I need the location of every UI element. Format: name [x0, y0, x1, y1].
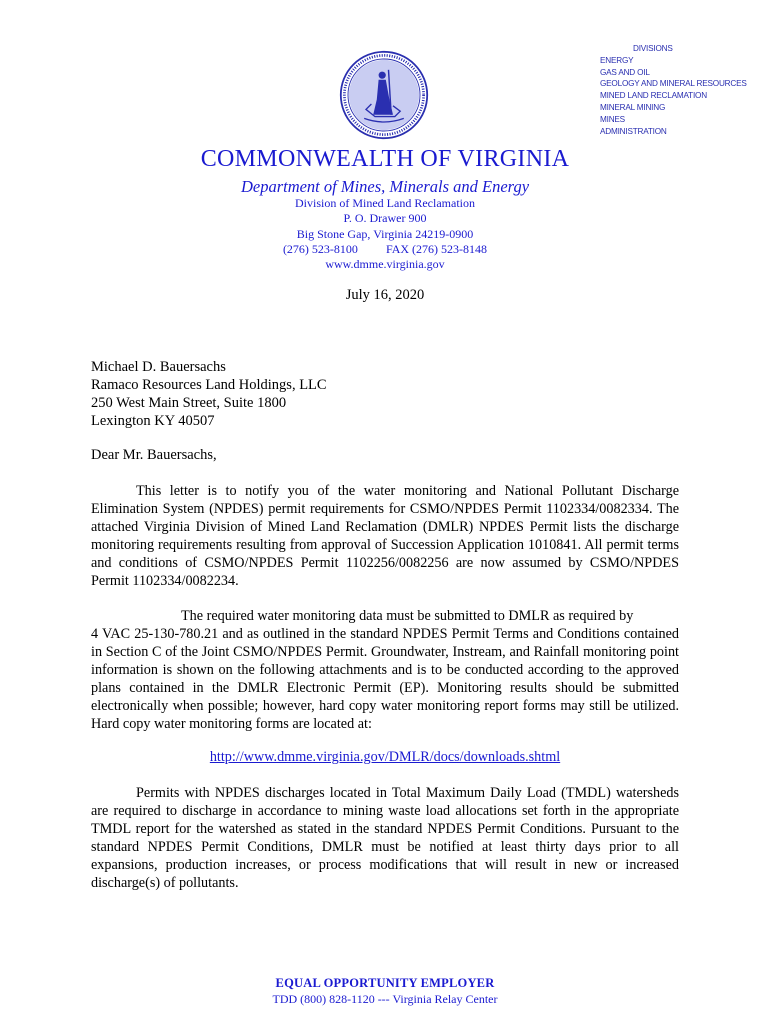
recipient-street: 250 West Main Street, Suite 1800 [91, 395, 287, 411]
salutation: Dear Mr. Bauersachs, [91, 447, 217, 463]
paragraph-2-lead: The required water monitoring data must be submitted to DMLR as required by [181, 608, 634, 624]
paragraph-3: Permits with NPDES discharges located in Total Maximum Daily Load (TMDL) watersheds are required to discharge in accordance to mining waste load allocations set forth in the appropriate TMDL report for the watershed as stated in the standard NPDES Permit Conditions. Pursuant to the standard NPDES Permit Conditions, DMLR must be notified at least thirty days prior to all expansions, production increases, or process modifications that will result in new or increased discharge(s) of pollutants. [91, 785, 679, 891]
division-item: MINES [600, 114, 625, 124]
website[interactable]: www.dmme.virginia.gov [325, 257, 445, 272]
po-box: P. O. Drawer 900 [343, 211, 427, 226]
downloads-link-line [0, 749, 770, 766]
recipient-city: Lexington KY 40507 [91, 413, 215, 429]
fax-number: FAX (276) 523-8148 [385, 241, 488, 256]
paragraph-2-rest: 4 VAC 25-130-780.21 and as outlined in the standard NPDES Permit Terms and Conditions contained in Section C of the Joint CSMO/NPDES Permit. Groundwater, Instream, and Rainfall monitoring point information is shown on the following attachments and is to be conducted according to the approved plans contained in the DMLR Electronic Permit (EP). Monitoring results should be submitted electronically when possible; however, hard copy water monitoring report forms may still be utilized. Hard copy water monitoring forms are located at: [91, 626, 679, 732]
recipient-address [91, 358, 327, 430]
city-line: Big Stone Gap, Virginia 24219-0900 [296, 226, 474, 241]
divisions-list [600, 43, 760, 137]
phone-fax-line [0, 242, 770, 257]
division-item: MINERAL MINING [600, 102, 666, 112]
letterhead-address [0, 196, 770, 272]
letterhead-title: COMMONWEALTH OF VIRGINIA [200, 146, 570, 172]
paragraph-2 [91, 607, 679, 733]
recipient-company: Ramaco Resources Land Holdings, LLC [91, 377, 327, 393]
equal-opportunity-employer: EQUAL OPPORTUNITY EMPLOYER [275, 976, 495, 990]
divisions-heading: DIVISIONS [633, 44, 673, 53]
division-item: GEOLOGY AND MINERAL RESOURCES [600, 79, 747, 89]
paragraph-1: This letter is to notify you of the water monitoring and National Pollutant Discharge Elimination System (NPDES) permit requirements for CSMO/NPDES Permit 1102334/0082334. The attached Virginia Division of Mined Land Reclamation (DMLR) NPDES Permit lists the discharge monitoring requirements resulting from approval of Succession Application 1010841. All permit terms and conditions of CSMO/NPDES Permit 1102256/0082256 are now assumed by CSMO/NPDES Permit 1102334/0082234. [91, 483, 679, 589]
footer [0, 976, 770, 1007]
letter-date: July 16, 2020 [345, 287, 425, 303]
tdd-relay-line: TDD (800) 828-1120 --- Virginia Relay Center [272, 992, 498, 1006]
virginia-seal-icon [339, 50, 429, 140]
division-name: Division of Mined Land Reclamation [295, 196, 475, 210]
department-name: Department of Mines, Minerals and Energy [240, 177, 530, 196]
recipient-name: Michael D. Bauersachs [91, 359, 226, 375]
division-item: ADMINISTRATION [600, 126, 667, 136]
downloads-link[interactable]: http://www.dmme.virginia.gov/DMLR/docs/downloads.shtml [209, 749, 561, 765]
division-item: GAS AND OIL [600, 67, 650, 77]
division-item: ENERGY [600, 55, 634, 65]
division-item: MINED LAND RECLAMATION [600, 91, 707, 101]
phone-number: (276) 523-8100 [282, 241, 358, 256]
